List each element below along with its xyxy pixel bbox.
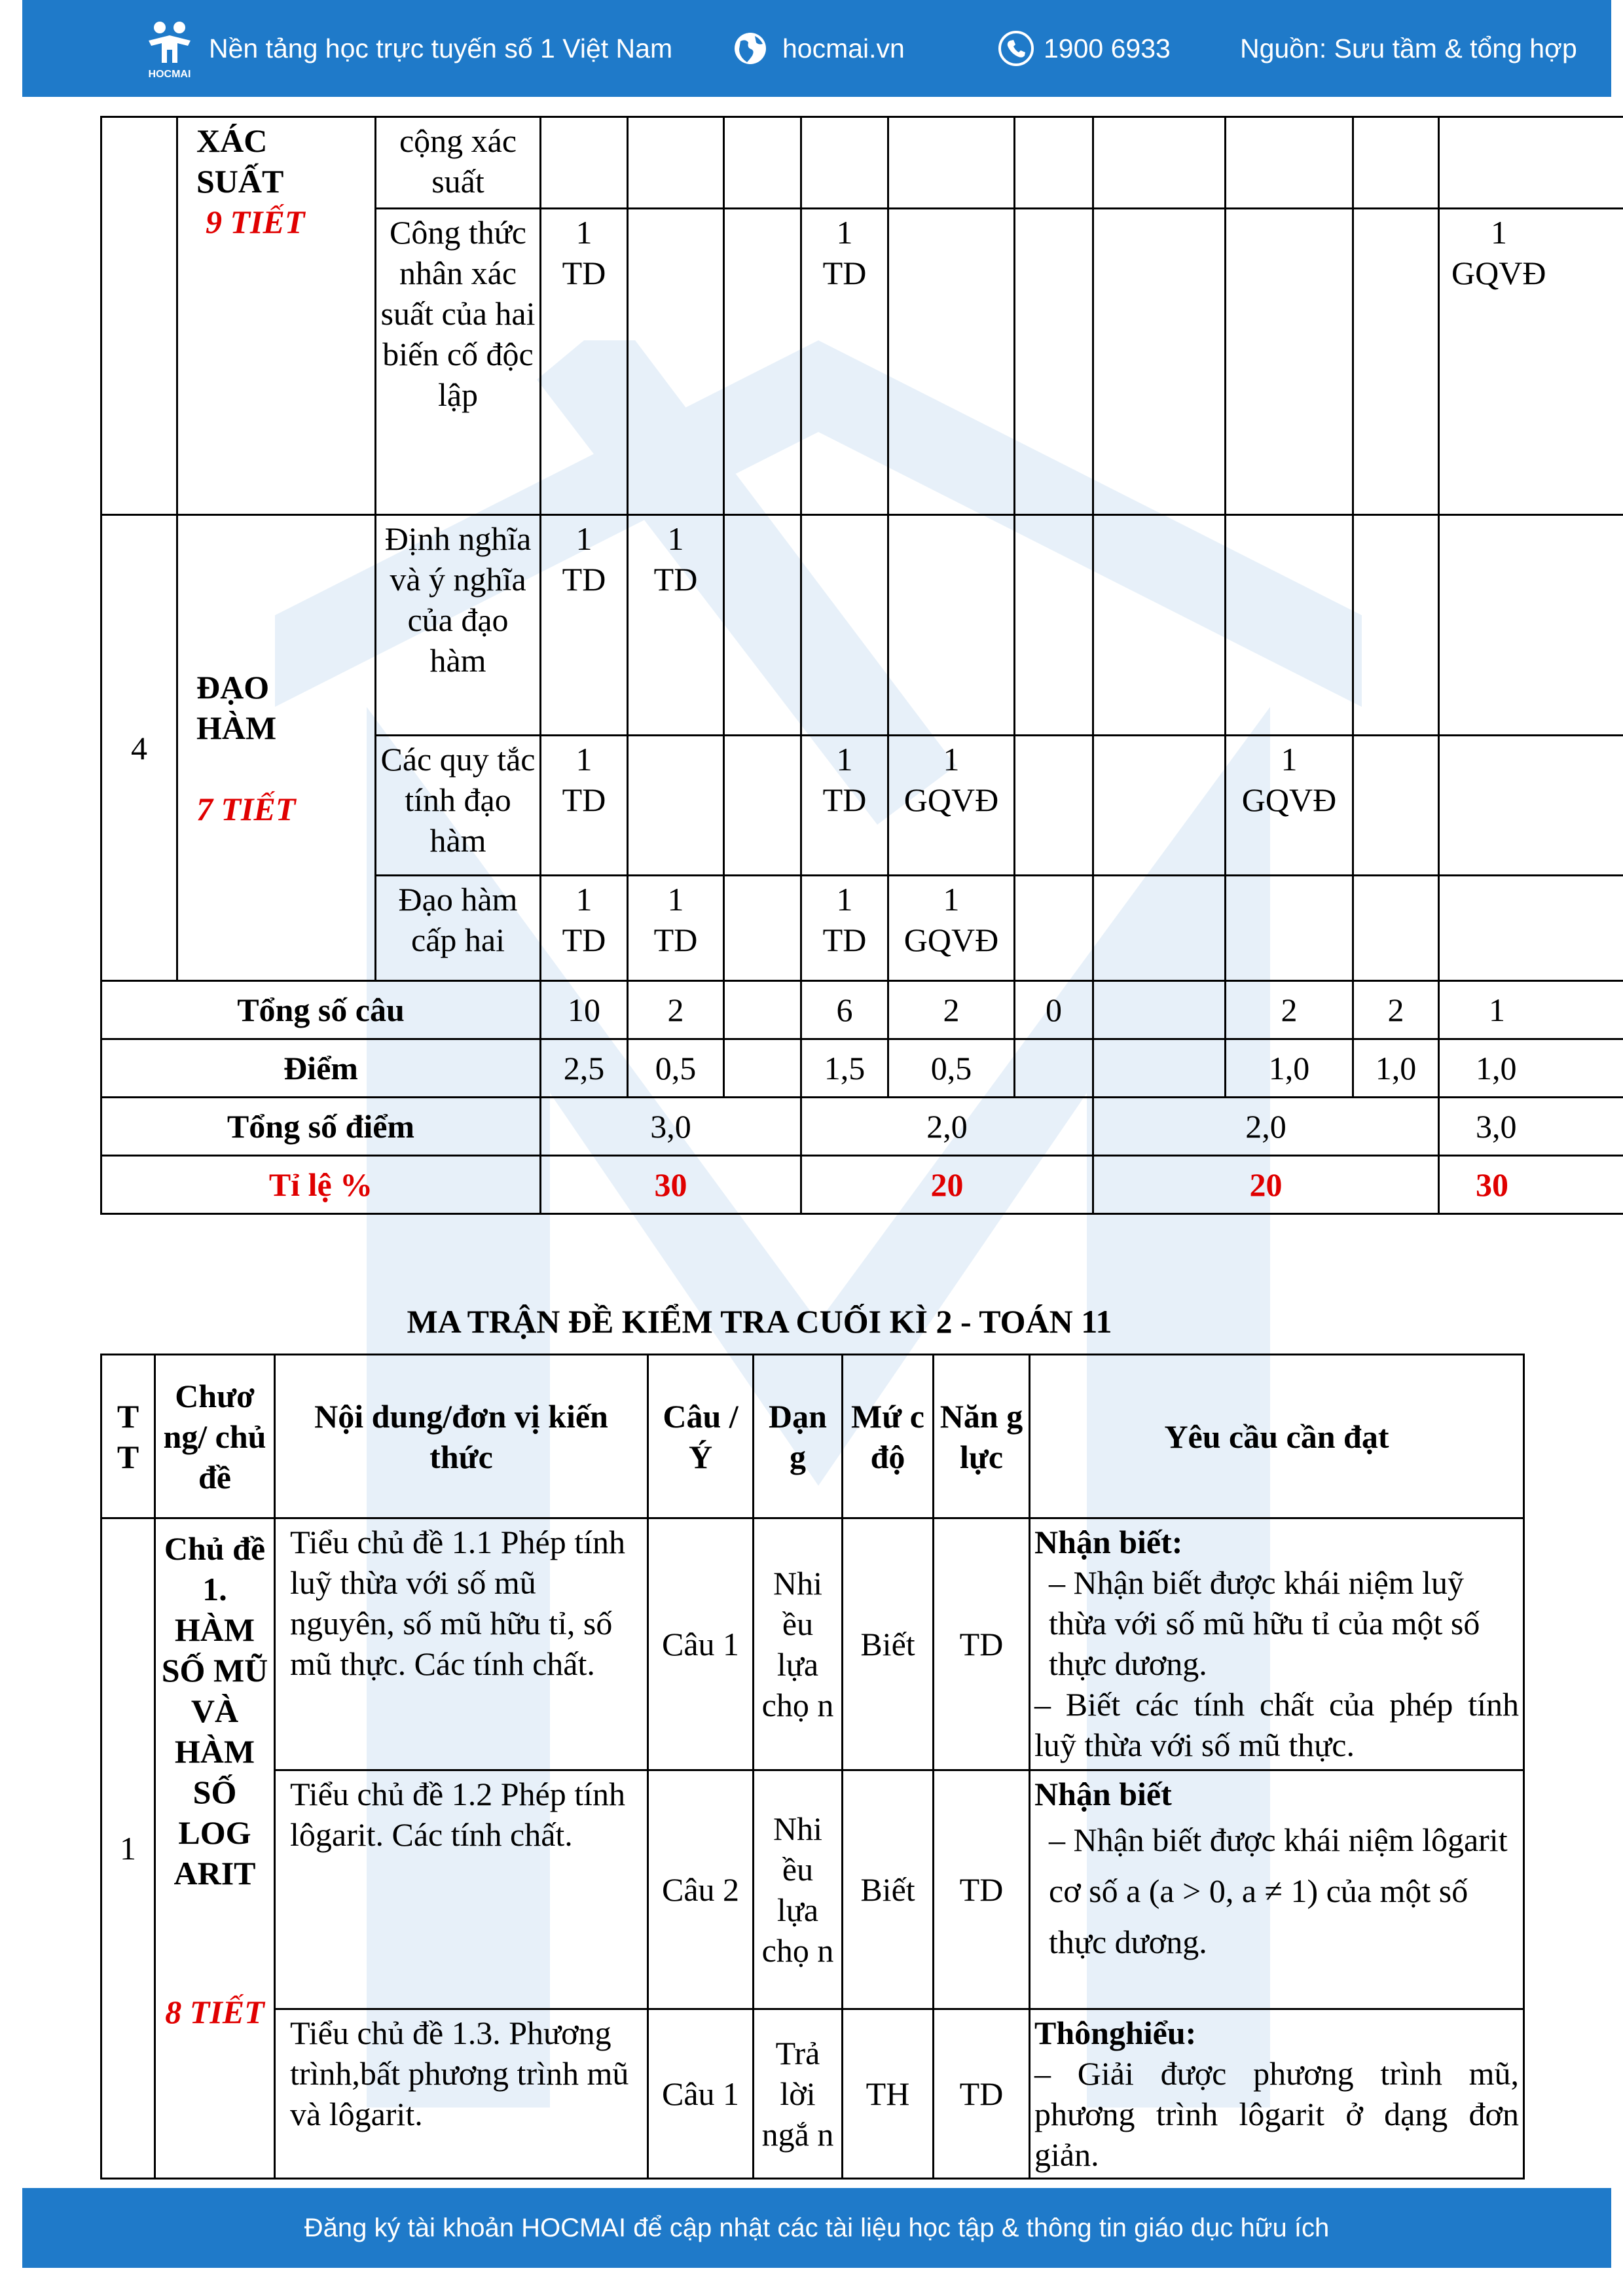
stt-cell: 1 (101, 1518, 155, 2179)
phone-text: 1900 6933 (1044, 33, 1171, 63)
type-cell: Trả lời ngắ n (754, 2009, 843, 2179)
table-row (101, 1518, 1524, 1770)
header-question: Câu /Ý (648, 1355, 754, 1518)
type-cell: Nhi ều lựa chọ n (754, 1518, 843, 1770)
competence-cell: TD (934, 2009, 1030, 2179)
header-content: Nội dung/đơn vị kiến thức (275, 1355, 648, 1518)
chapter-label: Chủ đề 1. (164, 1530, 266, 1607)
topic-name-line2: HÀM (196, 709, 277, 746)
header-chapter: Chươ ng/ chủ đề (155, 1355, 275, 1518)
svg-text:HOCMAI: HOCMAI (148, 69, 191, 80)
level-cell: Biết (843, 1518, 934, 1770)
count-cell: 1 TD (801, 876, 888, 981)
table-header-row (101, 1355, 1524, 1518)
topic-hours: 7 TIẾT (196, 790, 296, 827)
header-competence: Năn g lực (934, 1355, 1030, 1518)
count-cell: 1 TD (541, 876, 628, 981)
content-cell: Định nghĩa và ý nghĩa của đạo hàm (376, 515, 541, 736)
topic-hours: 9 TIẾT (206, 204, 305, 240)
table-row (101, 515, 1623, 736)
requirement-cell: Nhận biết – Nhận biết được khái niệm lôgarit cơ số a (a > 0, a ≠ 1) của một số thực dương. (1030, 1770, 1524, 2009)
matrix-table-term2 (100, 1354, 1525, 2179)
chapter-name: HÀM SỐ MŨ VÀ HÀM SỐ LOG ARIT (161, 1611, 268, 1892)
content-cell: Các quy tắc tính đạo hàm (376, 736, 541, 876)
header-level: Mứ c độ (843, 1355, 934, 1518)
content-cell: cộng xác suất (376, 117, 541, 209)
count-cell: 1 TD (628, 515, 724, 736)
source-text: Nguồn: Sưu tầm & tổng hợp (1240, 33, 1577, 63)
requirement-cell: Nhận biết: – Nhận biết được khái niệm luỹ thừa với số mũ hữu tỉ của một số thực dương. – Biết các tính chất của phép tính luỹ thừa với số mũ thực. (1030, 1518, 1524, 1770)
topic-name-line1: XÁC (196, 122, 268, 159)
count-cell: 1 GQVĐ (1226, 736, 1353, 876)
stt-cell: 4 (101, 515, 177, 981)
website-text: hocmai.vn (782, 33, 905, 63)
table-row (101, 2009, 1524, 2179)
header-tagline: Nền tảng học trực tuyến số 1 Việt Nam (209, 33, 673, 63)
summary-row-points: Điểm 2,5 0,5 1,5 0,5 1,0 1,0 1,0 (101, 1039, 1623, 1098)
content-cell: Tiểu chủ đề 1.2 Phép tính lôgarit. Các tính chất. (275, 1770, 648, 2009)
count-cell: 1 GQVĐ (888, 876, 1015, 981)
topic-cell (177, 515, 376, 981)
summary-row-ratio: Tỉ lệ % 30 20 20 30 (101, 1156, 1623, 1214)
question-cell: Câu 2 (648, 1770, 754, 2009)
count-cell: 1 TD (801, 736, 888, 876)
competence-cell: TD (934, 1770, 1030, 2009)
header-requirement: Yêu cầu cần đạt (1030, 1355, 1524, 1518)
topic-name-line2: SUẤT (196, 163, 284, 200)
count-cell: 1 TD (541, 515, 628, 736)
header-type: Dạn g (754, 1355, 843, 1518)
chapter-cell (155, 1518, 275, 2179)
count-cell: 1 GQVĐ (1439, 209, 1623, 515)
count-cell: 1 GQVĐ (888, 736, 1015, 876)
summary-row-total-points: Tổng số điểm 3,0 2,0 2,0 3,0 (101, 1098, 1623, 1156)
content-cell: Tiểu chủ đề 1.3. Phương trình,bất phương trình mũ và lôgarit. (275, 2009, 648, 2179)
chapter-hours: 8 TIẾT (165, 1994, 264, 2030)
question-cell: Câu 1 (648, 1518, 754, 1770)
competence-cell: TD (934, 1518, 1030, 1770)
content-cell: Tiểu chủ đề 1.1 Phép tính luỹ thừa với số mũ nguyên, số mũ hữu tỉ, số mũ thực. Các tính chất. (275, 1518, 648, 1770)
matrix-table-continued (100, 116, 1623, 1215)
count-cell: 1 TD (541, 209, 628, 515)
table-row (101, 1770, 1524, 2009)
stt-cell (101, 117, 177, 515)
count-cell: 1 TD (628, 876, 724, 981)
question-cell: Câu 1 (648, 2009, 754, 2179)
count-cell: 1 TD (541, 736, 628, 876)
page-footer: Đăng ký tài khoản HOCMAI để cập nhật các tài liệu học tập & thông tin giáo dục hữu ích (22, 2188, 1611, 2268)
content-cell: Đạo hàm cấp hai (376, 876, 541, 981)
topic-cell (177, 117, 376, 515)
header-tt: T T (101, 1355, 155, 1518)
type-cell: Nhi ều lựa chọ n (754, 1770, 843, 2009)
topic-name-line1: ĐẠO (196, 668, 270, 706)
level-cell: TH (843, 2009, 934, 2179)
matrix-title: MA TRẬN ĐỀ KIỂM TRA CUỐI KÌ 2 - TOÁN 11 (407, 1303, 1112, 1340)
count-cell: 1 TD (801, 209, 888, 515)
summary-row-total-questions: Tổng số câu 10 2 6 2 0 2 2 1 (101, 981, 1623, 1039)
level-cell: Biết (843, 1770, 934, 2009)
content-cell: Công thức nhân xác suất của hai biến cố độc lập (376, 209, 541, 515)
requirement-cell: Thônghiểu: – Giải được phương trình mũ, phương trình lôgarit ở dạng đơn giản. (1030, 2009, 1524, 2179)
table-row (101, 117, 1623, 209)
